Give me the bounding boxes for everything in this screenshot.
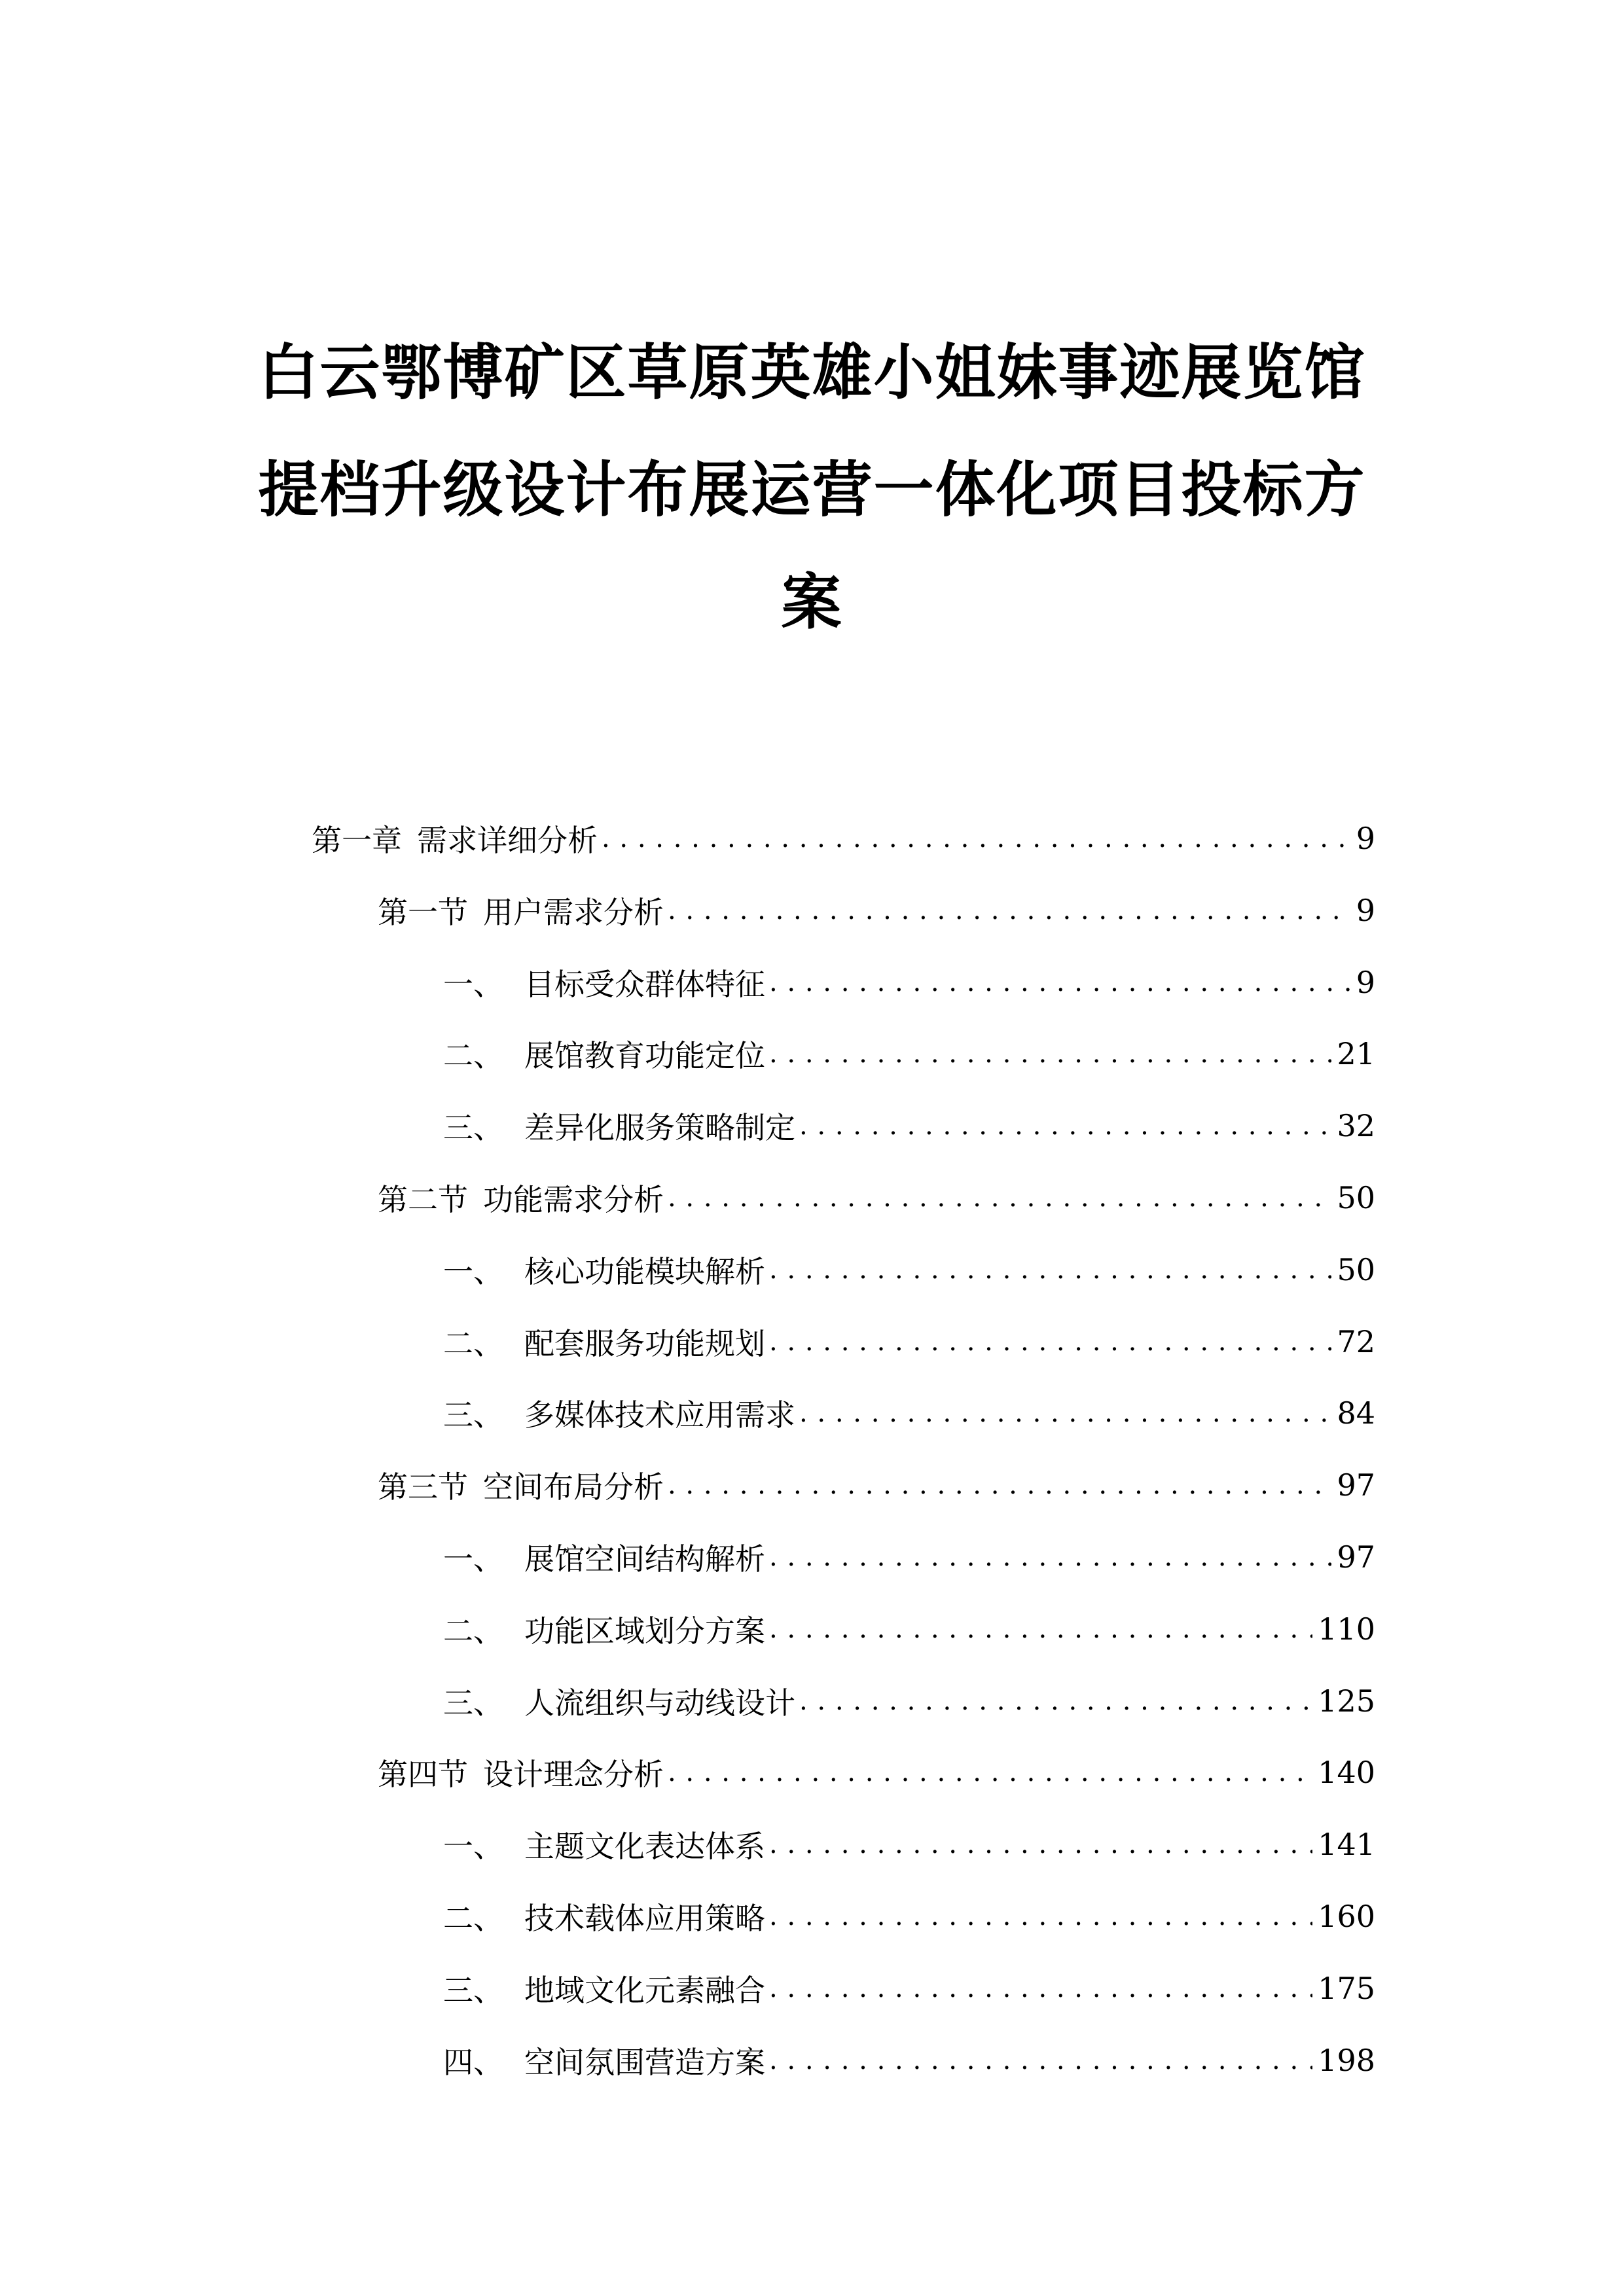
dot-leader	[769, 1327, 1331, 1357]
dot-leader	[769, 1901, 1312, 1931]
toc-entry-number: 一、	[443, 1829, 503, 1865]
toc-entry-number: 第四节	[378, 1757, 468, 1793]
toc-entry-title: 技术载体应用策略	[524, 1901, 765, 1936]
toc-entry-label	[443, 1032, 769, 1075]
toc-entry[interactable]	[312, 802, 1375, 874]
toc-entry-label	[378, 1751, 668, 1794]
toc-entry-number: 三、	[443, 1972, 503, 2008]
toc-entry[interactable]	[443, 1018, 1375, 1090]
toc-entry-label	[443, 1895, 769, 1938]
toc-entry[interactable]	[443, 946, 1375, 1018]
dot-leader	[769, 1255, 1331, 1285]
toc-entry-label	[443, 1535, 769, 1579]
dot-leader	[769, 2045, 1312, 2075]
toc-entry-page: 125	[1318, 1683, 1375, 1719]
toc-entry[interactable]	[443, 1880, 1375, 1952]
toc-entry-number: 二、	[443, 1325, 503, 1361]
toc-entry-page: 110	[1318, 1611, 1375, 1647]
dot-leader	[769, 1039, 1331, 1069]
dot-leader	[668, 1757, 1312, 1787]
toc-entry[interactable]	[378, 874, 1375, 946]
toc-entry-page: 175	[1318, 1970, 1375, 2006]
dot-leader	[769, 1829, 1312, 1859]
toc-entry-page: 84	[1337, 1395, 1375, 1431]
toc-entry-number: 第一章	[312, 823, 402, 858]
toc-entry-label	[443, 1823, 769, 1866]
toc-entry[interactable]	[443, 1521, 1375, 1593]
toc-entry-number: 二、	[443, 1613, 503, 1649]
toc-entry-number: 一、	[443, 1253, 503, 1289]
toc-entry-number: 四、	[443, 2044, 503, 2080]
toc-entry-label	[312, 817, 602, 860]
toc-entry-title: 展馆教育功能定位	[524, 1038, 765, 1074]
toc-entry-title: 地域文化元素融合	[524, 1972, 765, 2008]
toc-entry-title: 核心功能模块解析	[524, 1253, 765, 1289]
toc-entry[interactable]	[378, 1162, 1375, 1234]
toc-entry[interactable]	[443, 1306, 1375, 1378]
toc-entry-page: 97	[1337, 1539, 1375, 1575]
toc-entry-title: 需求详细分析	[417, 823, 598, 858]
toc-entry-label	[443, 2039, 769, 2082]
toc-entry-title: 差异化服务策略制定	[524, 1110, 795, 1146]
dot-leader	[668, 895, 1351, 925]
dot-leader	[769, 1973, 1312, 2003]
toc-entry-title: 功能区域划分方案	[524, 1613, 765, 1649]
toc-entry-page: 97	[1337, 1467, 1375, 1503]
toc-entry-page: 140	[1318, 1755, 1375, 1791]
toc-entry-page: 72	[1337, 1323, 1375, 1359]
toc-entry-title: 配套服务功能规划	[524, 1325, 765, 1361]
toc-entry-label	[378, 1463, 668, 1507]
toc-entry-number: 第一节	[378, 894, 468, 930]
toc-entry-page: 198	[1318, 2042, 1375, 2078]
toc-entry-number: 一、	[443, 1541, 503, 1577]
dot-leader	[769, 1542, 1331, 1572]
toc-entry[interactable]	[443, 1952, 1375, 2024]
toc-entry-label	[443, 1607, 769, 1651]
toc-entry-number: 三、	[443, 1397, 503, 1433]
toc-entry[interactable]	[378, 1736, 1375, 1808]
toc-entry-label	[443, 1679, 799, 1723]
toc-entry-title: 目标受众群体特征	[524, 966, 765, 1002]
document-title-line-3: 案	[781, 567, 843, 637]
dot-leader	[602, 823, 1351, 853]
dot-leader	[769, 1614, 1312, 1644]
toc-entry-title: 人流组织与动线设计	[524, 1685, 795, 1721]
dot-leader	[668, 1470, 1331, 1500]
toc-entry-number: 二、	[443, 1038, 503, 1074]
toc-entry-page: 9	[1356, 892, 1375, 928]
toc-entry-title: 功能需求分析	[483, 1182, 664, 1217]
toc-entry-title: 空间氛围营造方案	[524, 2044, 765, 2080]
toc-entry-title: 主题文化表达体系	[524, 1829, 765, 1865]
toc-entry-label	[443, 1391, 799, 1435]
dot-leader	[668, 1183, 1331, 1213]
dot-leader	[799, 1686, 1312, 1716]
toc-entry-number: 三、	[443, 1110, 503, 1146]
toc-entry[interactable]	[443, 1593, 1375, 1665]
toc-entry[interactable]	[443, 1090, 1375, 1162]
toc-entry-page: 9	[1356, 964, 1375, 1000]
toc-entry-page: 50	[1337, 1251, 1375, 1287]
toc-entry-number: 一、	[443, 966, 503, 1002]
toc-entry-title: 空间布局分析	[483, 1469, 664, 1505]
toc-entry-title: 多媒体技术应用需求	[524, 1397, 795, 1433]
document-title-line-2: 提档升级设计布展运营一体化项目投标方	[258, 455, 1366, 525]
toc-entry[interactable]	[378, 1449, 1375, 1521]
toc-entry-label	[443, 961, 769, 1004]
toc-entry-title: 用户需求分析	[483, 894, 664, 930]
toc-entry-label	[443, 1320, 769, 1363]
toc-entry-page: 21	[1337, 1036, 1375, 1072]
toc-entry-label	[378, 1176, 668, 1219]
toc-entry[interactable]	[443, 1665, 1375, 1737]
toc-entry-number: 第三节	[378, 1469, 468, 1505]
dot-leader	[799, 1111, 1331, 1141]
toc-entry-title: 展馆空间结构解析	[524, 1541, 765, 1577]
toc-entry-page: 50	[1337, 1180, 1375, 1215]
dot-leader	[799, 1398, 1331, 1428]
toc-entry-label	[443, 1967, 769, 2010]
toc-entry-label	[443, 1248, 769, 1291]
toc-entry-page: 32	[1337, 1108, 1375, 1144]
document-title-line-1: 白云鄂博矿区草原英雄小姐妹事迹展览馆	[258, 338, 1366, 408]
toc-entry-number: 三、	[443, 1685, 503, 1721]
toc-entry[interactable]	[443, 2024, 1375, 2096]
toc-entry-title: 设计理念分析	[483, 1757, 664, 1793]
toc-entry-page: 9	[1356, 821, 1375, 856]
toc-entry[interactable]	[443, 1808, 1375, 1880]
toc-entry-label	[378, 889, 668, 932]
toc-entry-label	[443, 1104, 799, 1147]
toc-entry-page: 141	[1318, 1827, 1375, 1863]
toc-entry[interactable]	[443, 1234, 1375, 1306]
toc-entry[interactable]	[443, 1377, 1375, 1449]
toc-entry-number: 第二节	[378, 1182, 468, 1217]
toc-entry-page: 160	[1318, 1899, 1375, 1934]
dot-leader	[769, 967, 1351, 997]
toc-entry-number: 二、	[443, 1901, 503, 1936]
